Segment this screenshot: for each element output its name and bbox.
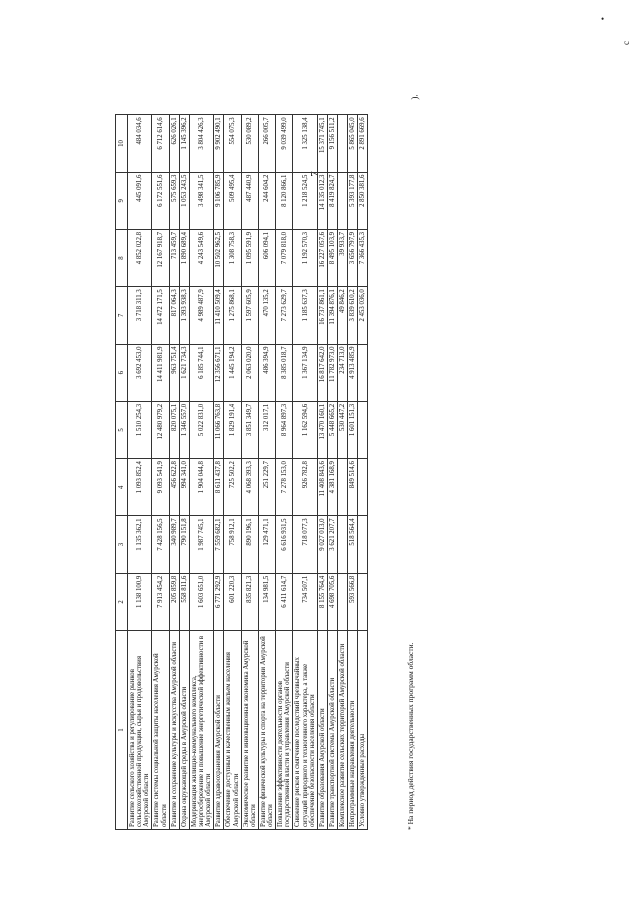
amount-cell: 3 804 426,3 — [189, 115, 213, 172]
amount-cell: 7 366 435,3 — [358, 229, 368, 286]
program-name: Комплексное развитие сельских территорий Амурской области — [338, 631, 348, 830]
amount-cell: 312 017,1 — [258, 401, 275, 458]
amount-cell: 530 089,2 — [241, 115, 258, 172]
amount-cell: 7 428 156,5 — [152, 516, 169, 573]
amount-cell: 518 564,4 — [348, 516, 358, 573]
program-name: Снижение рисков и смягчение последствий чрезвычайных ситуаций природного и техногенного характера, а также обеспечение безопасности населения области — [293, 631, 317, 830]
column-header-1: 1 — [116, 631, 128, 830]
amount-cell: 9 093 541,9 — [152, 459, 169, 516]
amount-cell — [338, 573, 348, 630]
amount-cell: 7 079 818,0 — [276, 229, 293, 286]
amount-cell: 12 480 979,2 — [152, 401, 169, 458]
amount-cell: 926 782,8 — [293, 459, 317, 516]
table-row — [276, 115, 293, 830]
table-row — [327, 115, 337, 830]
table-row — [338, 115, 348, 830]
amount-cell: 725 502,2 — [224, 459, 241, 516]
amount-cell: 3 839 610,2 — [348, 287, 358, 344]
program-name: Развитие здравоохранения Амурской области — [214, 631, 224, 830]
table-row — [358, 115, 368, 830]
amount-cell: 1 192 570,3 — [293, 229, 317, 286]
amount-cell — [338, 459, 348, 516]
amount-cell: 484 034,6 — [128, 115, 152, 172]
amount-cell: 1 138 100,9 — [128, 573, 152, 630]
amount-cell: 963 751,4 — [169, 344, 179, 401]
amount-cell: 3 718 311,3 — [128, 287, 152, 344]
table-row — [179, 115, 189, 830]
amount-cell: 8 385 018,7 — [276, 344, 293, 401]
amount-cell: 2 063 020,0 — [241, 344, 258, 401]
table-row — [128, 115, 152, 830]
amount-cell — [338, 516, 348, 573]
column-header-5: 5 — [116, 401, 128, 458]
amount-cell: 14 472 171,5 — [152, 287, 169, 344]
amount-cell: 6 185 744,1 — [189, 344, 213, 401]
amount-cell: 6 616 931,5 — [276, 516, 293, 573]
amount-cell: 340 989,7 — [169, 516, 179, 573]
amount-cell: 456 622,8 — [169, 459, 179, 516]
amount-cell: 2 891 669,6 — [358, 115, 368, 172]
amount-cell: 12 356 671,1 — [214, 344, 224, 401]
amount-cell: 835 821,3 — [241, 573, 258, 630]
amount-cell: 718 077,3 — [293, 516, 317, 573]
amount-cell: 1 346 557,0 — [179, 401, 189, 458]
program-name: Непрограммные направления деятельности — [348, 631, 358, 830]
footnote: * На период действия государственных программ области. — [406, 642, 415, 830]
amount-cell: 1 904 044,8 — [189, 459, 213, 516]
amount-cell: 1 597 605,9 — [241, 287, 258, 344]
amount-cell: 1 135 362,1 — [128, 516, 152, 573]
table-row — [224, 115, 241, 830]
amount-cell: 1 393 938,3 — [179, 287, 189, 344]
amount-cell: 1 145 396,2 — [179, 115, 189, 172]
page-number: 7 — [308, 171, 321, 177]
amount-cell: 7 913 454,2 — [152, 573, 169, 630]
amount-cell — [338, 172, 348, 229]
amount-cell: 487 440,9 — [241, 172, 258, 229]
rotated-content — [115, 115, 415, 830]
amount-cell: 8 611 437,8 — [214, 459, 224, 516]
table-body — [128, 115, 368, 830]
amount-cell: 486 394,9 — [258, 344, 275, 401]
amount-cell — [358, 344, 368, 401]
program-name: Развитие системы социальной защиты населения Амурской области — [152, 631, 169, 830]
amount-cell: 234 713,0 — [338, 344, 348, 401]
amount-cell: 575 659,3 — [169, 172, 179, 229]
amount-cell: 1 510 254,3 — [128, 401, 152, 458]
amount-cell — [358, 459, 368, 516]
amount-cell: 134 981,5 — [258, 573, 275, 630]
amount-cell: 530 447,2 — [338, 401, 348, 458]
amount-cell: 790 151,8 — [179, 516, 189, 573]
amount-cell: 5 022 831,0 — [189, 401, 213, 458]
amount-cell: 1 445 194,2 — [224, 344, 241, 401]
amount-cell: 4 989 487,9 — [189, 287, 213, 344]
amount-cell: 734 507,1 — [293, 573, 317, 630]
program-name: Повышение эффективности деятельности органов государственной власти и управления Амурской области — [276, 631, 293, 830]
amount-cell: 9 156 511,2 — [327, 115, 337, 172]
amount-cell: 3 692 453,0 — [128, 344, 152, 401]
column-header-10: 10 — [116, 115, 128, 172]
amount-cell: 4 852 022,8 — [128, 229, 152, 286]
amount-cell: 16 227 057,6 — [317, 229, 327, 286]
amount-cell: 4 698 705,6 — [327, 573, 337, 630]
table-header-row — [116, 115, 128, 830]
amount-cell: 890 196,1 — [241, 516, 258, 573]
column-header-9: 9 — [116, 172, 128, 229]
amount-cell: 1 053 243,5 — [179, 172, 189, 229]
table-row — [169, 115, 179, 830]
table-row — [241, 115, 258, 830]
program-name: Развитие транспортной системы Амурской области — [327, 631, 337, 830]
amount-cell: 1 218 524,5 — [293, 172, 317, 229]
column-header-7: 7 — [116, 287, 128, 344]
table-row — [152, 115, 169, 830]
amount-cell: 4 068 393,3 — [241, 459, 258, 516]
column-header-8: 8 — [116, 229, 128, 286]
amount-cell: 1 603 651,0 — [189, 573, 213, 630]
amount-cell: 6 712 614,6 — [152, 115, 169, 172]
amount-cell: 16 817 642,0 — [317, 344, 327, 401]
trailing-punctuation: ). — [409, 94, 420, 100]
amount-cell: 9 106 785,9 — [214, 172, 224, 229]
amount-cell: 1 367 134,9 — [293, 344, 317, 401]
amount-cell: 15 371 745,1 — [317, 115, 327, 172]
amount-cell: 244 604,2 — [258, 172, 275, 229]
amount-cell: 6 771 292,9 — [214, 573, 224, 630]
amount-cell: 1 325 138,4 — [293, 115, 317, 172]
program-name: Развитие образования Амурской области — [317, 631, 327, 830]
amount-cell: 2 850 381,6 — [358, 172, 368, 229]
amount-cell: 39 933,7 — [338, 229, 348, 286]
amount-cell: 1 095 591,9 — [241, 229, 258, 286]
amount-cell: 7 273 629,7 — [276, 287, 293, 344]
amount-cell: 1 308 758,3 — [224, 229, 241, 286]
table-row — [258, 115, 275, 830]
amount-cell: 5 448 665,2 — [327, 401, 337, 458]
amount-cell: 7 278 153,0 — [276, 459, 293, 516]
amount-cell: 554 075,3 — [224, 115, 241, 172]
amount-cell: 8 964 897,3 — [276, 401, 293, 458]
amount-cell: 49 846,2 — [338, 287, 348, 344]
amount-cell: 1 601 151,3 — [348, 401, 358, 458]
amount-cell: 6 172 551,6 — [152, 172, 169, 229]
amount-cell: 994 341,0 — [179, 459, 189, 516]
column-header-4: 4 — [116, 459, 128, 516]
amount-cell: 593 566,8 — [348, 573, 358, 630]
amount-cell: 1 621 734,3 — [179, 344, 189, 401]
program-name: Обеспечение доступным и качественным жильем населения Амурской области — [224, 631, 241, 830]
amount-cell: 11 066 763,8 — [214, 401, 224, 458]
amount-cell: 820 075,1 — [169, 401, 179, 458]
amount-cell: 9 039 499,0 — [276, 115, 293, 172]
amount-cell: 445 091,6 — [128, 172, 152, 229]
program-name: Охрана окружающей среды в Амурской области — [179, 631, 189, 830]
amount-cell — [338, 115, 348, 172]
amount-cell: 4 913 485,9 — [348, 344, 358, 401]
amount-cell: 129 471,1 — [258, 516, 275, 573]
column-header-2: 2 — [116, 573, 128, 630]
table-row — [214, 115, 224, 830]
program-name: Развитие сельского хозяйства и регулирование рынков сельскохозяйственной продукции, сырья и продовольствия Амурской области — [128, 631, 152, 830]
column-header-3: 3 — [116, 516, 128, 573]
amount-cell — [358, 401, 368, 458]
program-name: Модернизация жилищно-коммунального комплекса, энергосбережение и повышение энергетической эффективности в Амурской области — [189, 631, 213, 830]
amount-cell: 11 408 843,6 — [317, 459, 327, 516]
amount-cell: 5 393 177,8 — [348, 172, 358, 229]
table-row — [293, 115, 317, 830]
amount-cell: 1 162 594,6 — [293, 401, 317, 458]
amount-cell: 16 737 861,1 — [317, 287, 327, 344]
amount-cell: 606 094,1 — [258, 229, 275, 286]
program-name: Экономическое развитие и инновационная экономика Амурской области — [241, 631, 258, 830]
amount-cell: 1 987 745,1 — [189, 516, 213, 573]
table-row — [189, 115, 213, 830]
amount-cell: 8 495 103,9 — [327, 229, 337, 286]
amount-cell: 601 220,3 — [224, 573, 241, 630]
amount-cell: 3 621 207,7 — [327, 516, 337, 573]
amount-cell: 205 859,8 — [169, 573, 179, 630]
amount-cell: 14 135 012,3 — [317, 172, 327, 229]
corner-mark-secondary: с — [621, 41, 631, 45]
program-name: Развитие и сохранение культуры и искусства Амурской области — [169, 631, 179, 830]
amount-cell: 1 093 852,4 — [128, 459, 152, 516]
amount-cell: 470 135,2 — [258, 287, 275, 344]
amount-cell: 9 027 013,0 — [317, 516, 327, 573]
amount-cell — [358, 573, 368, 630]
amount-cell: 4 243 549,6 — [189, 229, 213, 286]
amount-cell: 251 229,7 — [258, 459, 275, 516]
amount-cell: 1 829 191,4 — [224, 401, 241, 458]
amount-cell: 1 185 637,3 — [293, 287, 317, 344]
amount-cell: 2 453 036,0 — [358, 287, 368, 344]
amount-cell: 14 411 981,9 — [152, 344, 169, 401]
amount-cell: 3 656 797,9 — [348, 229, 358, 286]
amount-cell: 7 559 682,1 — [214, 516, 224, 573]
amount-cell: 713 459,7 — [169, 229, 179, 286]
amount-cell: 626 026,1 — [169, 115, 179, 172]
amount-cell: 758 912,1 — [224, 516, 241, 573]
corner-mark: • — [601, 14, 605, 24]
amount-cell: 1 275 868,1 — [224, 287, 241, 344]
amount-cell: 8 120 866,1 — [276, 172, 293, 229]
amount-cell: 13 470 160,1 — [317, 401, 327, 458]
amount-cell: 1 890 689,4 — [179, 229, 189, 286]
amount-cell: 5 865 045,0 — [348, 115, 358, 172]
amount-cell: 11 410 509,4 — [214, 287, 224, 344]
amount-cell: 8 419 824,7 — [327, 172, 337, 229]
amount-cell: 12 167 918,7 — [152, 229, 169, 286]
amount-cell: 10 502 962,5 — [214, 229, 224, 286]
amount-cell: 11 394 876,1 — [327, 287, 337, 344]
amount-cell: 3 498 341,5 — [189, 172, 213, 229]
amount-cell: 509 495,4 — [224, 172, 241, 229]
amount-cell: 558 811,6 — [179, 573, 189, 630]
amount-cell: 817 064,3 — [169, 287, 179, 344]
amount-cell: 4 381 168,9 — [327, 459, 337, 516]
budget-table — [115, 114, 368, 830]
amount-cell: 849 514,6 — [348, 459, 358, 516]
table-row — [317, 115, 327, 830]
program-name: Развитие физической культуры и спорта на территории Амурской области — [258, 631, 275, 830]
amount-cell: 11 782 973,0 — [327, 344, 337, 401]
program-name: Условно утвержденные расходы — [358, 631, 368, 830]
amount-cell — [358, 516, 368, 573]
column-header-6: 6 — [116, 344, 128, 401]
amount-cell: 3 851 349,7 — [241, 401, 258, 458]
amount-cell: 8 155 764,4 — [317, 573, 327, 630]
amount-cell: 266 005,7 — [258, 115, 275, 172]
amount-cell: 6 411 614,7 — [276, 573, 293, 630]
amount-cell: 9 902 490,1 — [214, 115, 224, 172]
table-row — [348, 115, 358, 830]
